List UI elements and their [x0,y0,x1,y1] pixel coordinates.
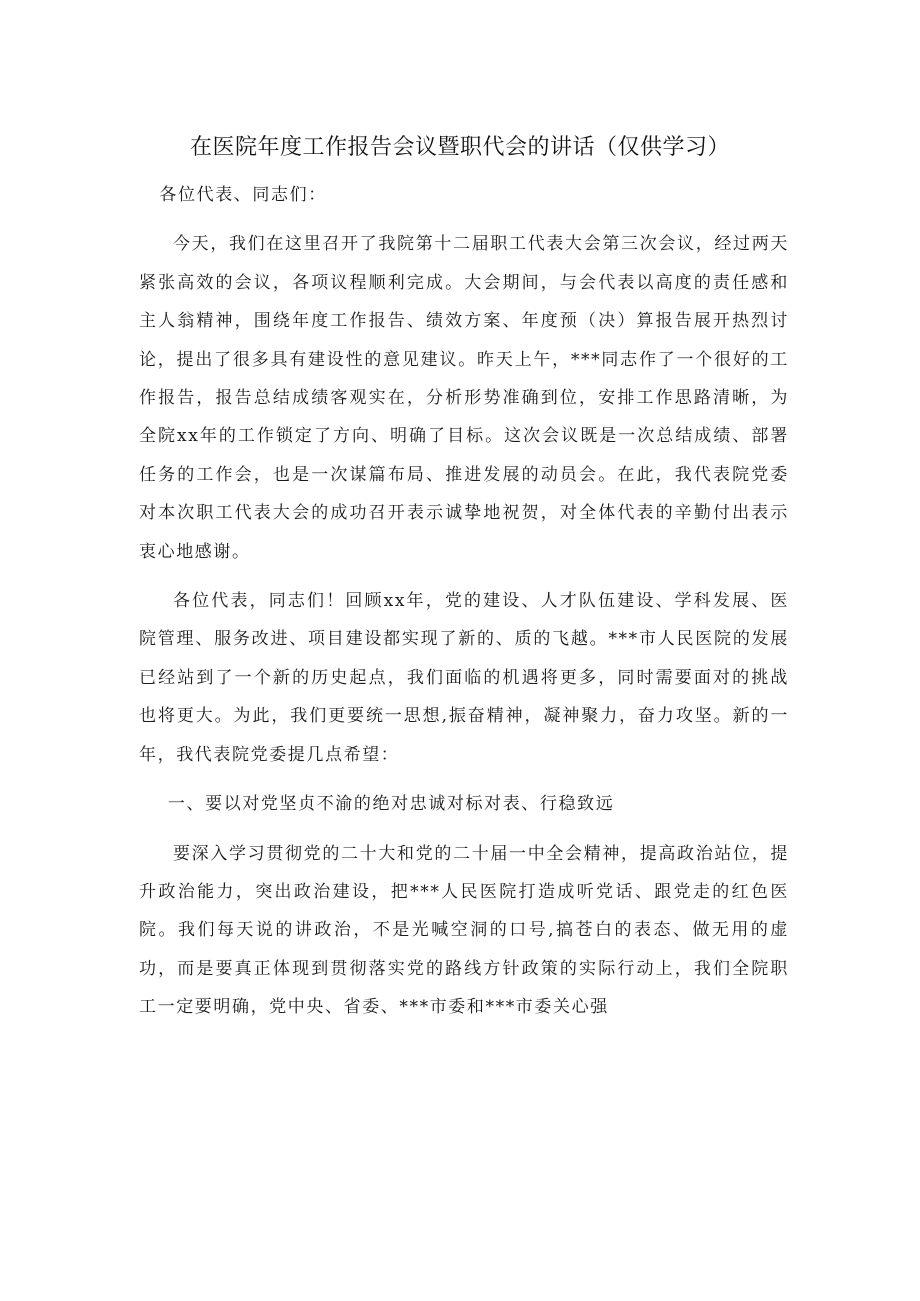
paragraph-opening: 今天，我们在这里召开了我院第十二届职工代表大会第三次会议，经过两天紧张高效的会议，各项议程顺利完成。大会期间，与会代表以高度的责任感和主人翁精神，围绕年度工作报告、绩效方案、年度预（决）算报告展开热烈讨论，提出了很多具有建设性的意见建议。昨天上午，***同志作了一个很好的工作报告，报告总结成绩客观实在，分析形势准确到位，安排工作思路清晰，为全院xx年的工作锁定了方向、明确了目标。这次会议既是一次总结成绩、部署任务的工作会，也是一次谋篇布局、推进发展的动员会。在此，我代表院党委对本次职工代表大会的成功召开表示诚挚地祝贺，对全体代表的辛勤付出表示衷心地感谢。 [139,234,789,562]
document-body [139,176,789,1027]
salutation: 各位代表、同志们： [159,185,327,205]
section-heading: 一、要以对党坚贞不渝的绝对忠诚对标对表、行稳致远 [167,794,615,815]
paragraph-review: 各位代表，同志们！回顾xx年，党的建设、人才队伍建设、学科发展、医院管理、服务改进、项目建设都实现了新的、质的飞越。***市人民医院的发展已经站到了一个新的历史起点，我们面临的机遇将更多，同时需要面对的挑战也将更大。为此，我们更要统一思想,振奋精神，凝神聚力，奋力攻坚。新的一年，我代表院党委提几点希望： [139,591,789,765]
paragraph-section-one: 要深入学习贯彻党的二十大和党的二十届一中全会精神，提高政治站位，提升政治能力，突出政治建设，把***人民医院打造成听党话、跟党走的红色医院。我们每天说的讲政治，不是光喊空洞的口号,搞苍白的表态、做无用的虚功，而是要真正体现到贯彻落实党的路线方针政策的实际行动上，我们全院职工一定要明确，党中央、省委、***市委和***市委关心强 [139,843,789,1018]
document-title: 在医院年度工作报告会议暨职代会的讲话（仅供学习） [189,135,730,160]
